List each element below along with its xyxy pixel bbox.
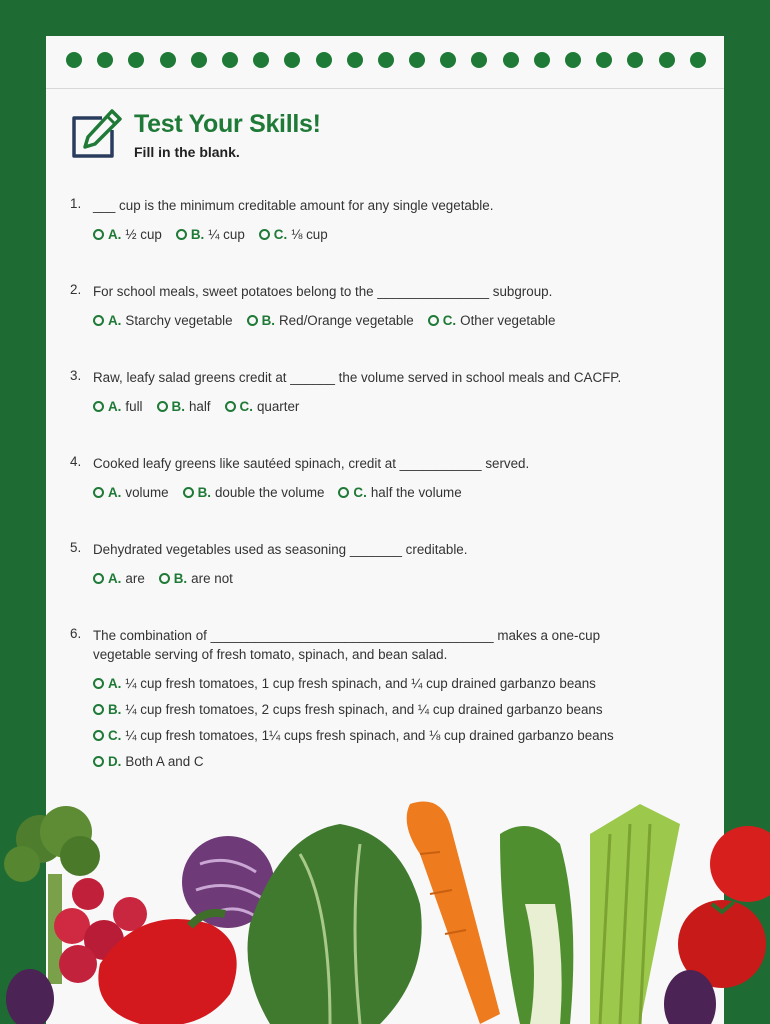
- question-6: [70, 626, 710, 769]
- binding-hole: [316, 52, 332, 68]
- option-letter: A.: [108, 399, 122, 414]
- option-letter: C.: [353, 485, 367, 500]
- option-letter: B.: [197, 485, 211, 500]
- binding-hole: [347, 52, 363, 68]
- option-text: ¼ cup: [208, 227, 245, 242]
- option-c[interactable]: [428, 313, 556, 328]
- radio-circle-icon[interactable]: [159, 573, 170, 584]
- radio-circle-icon[interactable]: [247, 315, 258, 326]
- option-b[interactable]: [183, 485, 325, 500]
- option-a[interactable]: [93, 399, 143, 414]
- option-b[interactable]: [93, 702, 710, 717]
- radio-circle-icon[interactable]: [259, 229, 270, 240]
- option-letter: D.: [108, 754, 122, 769]
- binding-hole: [471, 52, 487, 68]
- question-number: 5.: [70, 540, 82, 555]
- question-number: 1.: [70, 196, 82, 211]
- option-letter: B.: [190, 227, 205, 242]
- binding-hole: [627, 52, 643, 68]
- radio-circle-icon[interactable]: [93, 756, 104, 767]
- option-text: full: [125, 399, 143, 414]
- radio-circle-icon[interactable]: [183, 487, 194, 498]
- option-b[interactable]: [159, 571, 233, 586]
- option-letter: C.: [442, 313, 457, 328]
- option-text: ¼ cup fresh tomatoes, 2 cups fresh spinach, and ¼ cup drained garbanzo beans: [125, 702, 603, 717]
- radio-circle-icon[interactable]: [176, 229, 187, 240]
- binding-hole: [534, 52, 550, 68]
- option-text: ¼ cup fresh tomatoes, 1 cup fresh spinach, and ¼ cup drained garbanzo beans: [125, 676, 596, 691]
- radio-circle-icon[interactable]: [338, 487, 349, 498]
- option-b[interactable]: [176, 227, 245, 242]
- option-letter: A.: [108, 313, 122, 328]
- page-subtitle: Fill in the blank.: [134, 144, 240, 160]
- option-a[interactable]: [93, 485, 169, 500]
- option-c[interactable]: [225, 399, 300, 414]
- bok-choy-image: [500, 826, 573, 1024]
- radio-circle-icon[interactable]: [93, 730, 104, 741]
- option-text: half: [188, 399, 211, 414]
- option-letter: C.: [108, 728, 122, 743]
- binding-hole: [128, 52, 144, 68]
- answer-options: [93, 676, 710, 769]
- radio-circle-icon[interactable]: [157, 401, 168, 412]
- question-number: 2.: [70, 282, 82, 297]
- question-number: 6.: [70, 626, 82, 641]
- question-number: 3.: [70, 368, 82, 383]
- option-text: Red/Orange vegetable: [279, 313, 414, 328]
- binding-hole: [160, 52, 176, 68]
- option-text: are not: [191, 571, 233, 586]
- vegetables-illustration: [0, 794, 770, 1024]
- binding-hole: [565, 52, 581, 68]
- answer-options: [93, 399, 710, 414]
- edit-icon: [68, 108, 122, 162]
- option-text: Starchy vegetable: [125, 313, 233, 328]
- question-text: The combination of ______________________________________ makes a one-cup vegetable serving of fresh tomato, spinach, and bean salad.: [93, 628, 601, 662]
- binding-hole: [66, 52, 82, 68]
- option-letter: A.: [108, 676, 122, 691]
- option-text: ⅛ cup: [291, 227, 328, 242]
- option-text: quarter: [256, 399, 300, 414]
- question-number: 4.: [70, 454, 82, 469]
- option-letter: B.: [173, 571, 188, 586]
- radio-circle-icon[interactable]: [93, 487, 104, 498]
- binding-hole: [284, 52, 300, 68]
- binding-hole: [503, 52, 519, 68]
- binding-hole: [222, 52, 238, 68]
- option-letter: B.: [108, 702, 122, 717]
- binding-hole: [97, 52, 113, 68]
- radio-circle-icon[interactable]: [93, 229, 104, 240]
- option-text: volume: [125, 485, 169, 500]
- answer-options: [93, 571, 710, 586]
- binding-hole: [409, 52, 425, 68]
- question-5: [70, 540, 710, 586]
- option-a[interactable]: [93, 227, 162, 242]
- question-2: [70, 282, 710, 328]
- option-letter: C.: [273, 227, 288, 242]
- radio-circle-icon[interactable]: [225, 401, 236, 412]
- question-text: Cooked leafy greens like sautéed spinach, credit at ___________ served.: [93, 456, 530, 471]
- option-text: half the volume: [370, 485, 462, 500]
- binding-hole: [440, 52, 456, 68]
- option-c[interactable]: [338, 485, 461, 500]
- radio-circle-icon[interactable]: [93, 573, 104, 584]
- answer-options: [93, 313, 710, 328]
- question-1: [70, 196, 710, 242]
- option-text: Other vegetable: [460, 313, 556, 328]
- binding-hole: [659, 52, 675, 68]
- option-text: are: [125, 571, 145, 586]
- radio-circle-icon[interactable]: [93, 678, 104, 689]
- radio-circle-icon[interactable]: [93, 401, 104, 412]
- binding-hole: [690, 52, 706, 68]
- question-4: [70, 454, 710, 500]
- option-letter: A.: [108, 227, 122, 242]
- answer-options: [93, 227, 710, 242]
- option-b[interactable]: [247, 313, 414, 328]
- option-c[interactable]: [93, 728, 710, 743]
- option-d[interactable]: [93, 754, 710, 769]
- radio-circle-icon[interactable]: [93, 315, 104, 326]
- question-text: Dehydrated vegetables used as seasoning _______ creditable.: [93, 542, 468, 557]
- radio-circle-icon[interactable]: [93, 704, 104, 715]
- option-letter: B.: [171, 399, 185, 414]
- page-title: Test Your Skills!: [134, 110, 321, 138]
- answer-options: [93, 485, 710, 500]
- binding-hole: [378, 52, 394, 68]
- radio-circle-icon[interactable]: [428, 315, 439, 326]
- option-letter: C.: [239, 399, 253, 414]
- option-text: double the volume: [214, 485, 325, 500]
- option-a[interactable]: [93, 313, 233, 328]
- option-letter: A.: [108, 485, 122, 500]
- question-3: [70, 368, 710, 414]
- option-text: Both A and C: [125, 754, 204, 769]
- binding-hole: [253, 52, 269, 68]
- option-text: ¼ cup fresh tomatoes, 1¼ cups fresh spinach, and ⅛ cup drained garbanzo beans: [125, 728, 614, 743]
- binding-hole: [191, 52, 207, 68]
- option-a[interactable]: [93, 571, 145, 586]
- kale-image: [248, 824, 422, 1024]
- page-divider: [46, 88, 724, 89]
- question-text: Raw, leafy salad greens credit at ______ the volume served in school meals and CACFP.: [93, 370, 622, 385]
- spiral-binding: [66, 52, 706, 72]
- binding-hole: [596, 52, 612, 68]
- option-letter: B.: [261, 313, 276, 328]
- option-c[interactable]: [259, 227, 328, 242]
- question-text: ___ cup is the minimum creditable amount for any single vegetable.: [93, 198, 494, 213]
- option-text: ½ cup: [125, 227, 162, 242]
- tomatoes-image: [678, 826, 770, 988]
- option-b[interactable]: [157, 399, 211, 414]
- option-letter: A.: [108, 571, 122, 586]
- question-text: For school meals, sweet potatoes belong to the _______________ subgroup.: [93, 284, 553, 299]
- option-a[interactable]: [93, 676, 710, 691]
